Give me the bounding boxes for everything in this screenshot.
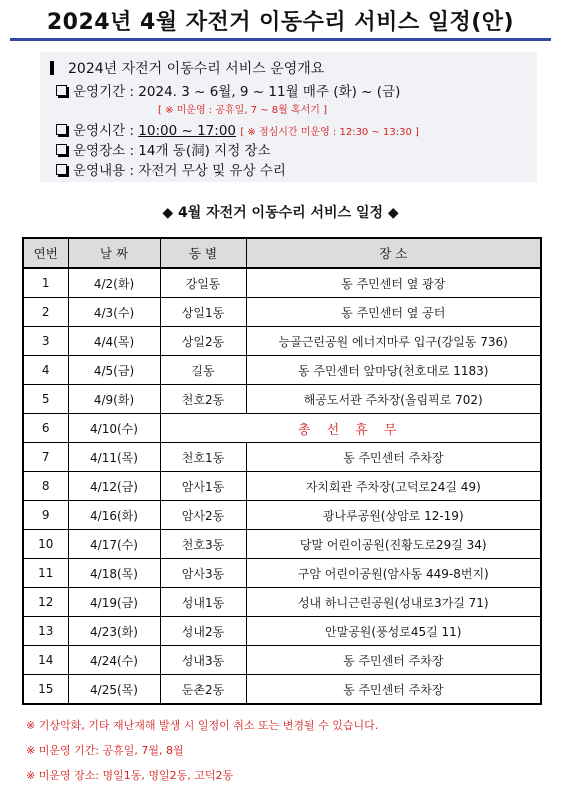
overview-hours — [56, 119, 419, 139]
row-dong: 천호1동 — [160, 443, 246, 472]
row-date: 4/10(수) — [68, 414, 160, 443]
checkbox-icon — [56, 144, 67, 155]
row-no: 2 — [23, 298, 68, 327]
schedule-title: ◆ 4월 자전거 이동수리 서비스 일정 ◆ — [162, 205, 399, 221]
table-row — [23, 472, 541, 501]
table-row — [23, 385, 541, 414]
table-row — [23, 298, 541, 327]
row-date: 4/3(수) — [68, 298, 160, 327]
header-no: 연번 — [23, 238, 68, 268]
row-place: 안말공원(풍성로45길 11) — [246, 617, 541, 646]
title-underline — [10, 38, 551, 41]
row-date: 4/2(화) — [68, 268, 160, 298]
row-place: 해공도서관 주차장(올림픽로 702) — [246, 385, 541, 414]
overview-place — [56, 139, 271, 159]
row-date: 4/11(목) — [68, 443, 160, 472]
content-value: 자전거 무상 및 유상 수리 — [138, 163, 286, 179]
row-place: 능골근린공원 에너지마루 입구(강일동 736) — [246, 327, 541, 356]
table-row — [23, 559, 541, 588]
row-place: 구암 어린이공원(암사동 449-8번지) — [246, 559, 541, 588]
row-place: 동 주민센터 앞마당(천호대로 1183) — [246, 356, 541, 385]
checkbox-icon — [56, 164, 67, 175]
table-row — [23, 530, 541, 559]
period-note: [ ※ 미운영 : 공휴일, 7 ~ 8월 혹서기 ] — [158, 105, 328, 116]
row-dong: 성내2동 — [160, 617, 246, 646]
row-place: 광나루공원(상암로 12-19) — [246, 501, 541, 530]
overview-content — [56, 159, 286, 179]
row-dong: 성내3동 — [160, 646, 246, 675]
note-weather: ※ 기상악화, 기타 재난재해 발생 시 일정이 취소 또는 변경될 수 있습니다. — [26, 719, 379, 732]
row-no: 12 — [23, 588, 68, 617]
period-label: 운영기간 : — [73, 84, 139, 100]
row-dong: 암사2동 — [160, 501, 246, 530]
row-dong: 암사3동 — [160, 559, 246, 588]
table-header-row — [23, 238, 541, 268]
row-place: 동 주민센터 옆 광장 — [246, 268, 541, 298]
row-dong: 둔촌2동 — [160, 675, 246, 705]
row-date: 4/4(목) — [68, 327, 160, 356]
row-date: 4/5(금) — [68, 356, 160, 385]
note-closed-period: ※ 미운영 기간: 공휴일, 7월, 8월 — [26, 744, 184, 757]
row-place: 성내 하니근린공원(성내로3가길 71) — [246, 588, 541, 617]
row-date: 4/18(목) — [68, 559, 160, 588]
table-row — [23, 617, 541, 646]
row-holiday: 총 선 휴 무 — [160, 414, 541, 443]
table-row — [23, 646, 541, 675]
row-place: 동 주민센터 옆 공터 — [246, 298, 541, 327]
table-row — [23, 268, 541, 298]
row-dong: 상일1동 — [160, 298, 246, 327]
row-no: 10 — [23, 530, 68, 559]
row-no: 6 — [23, 414, 68, 443]
row-no: 13 — [23, 617, 68, 646]
row-dong: 천호2동 — [160, 385, 246, 414]
section-bullet-icon — [50, 61, 54, 75]
table-row — [23, 675, 541, 705]
row-date: 4/19(금) — [68, 588, 160, 617]
row-place: 자치회관 주차장(고덕로24길 49) — [246, 472, 541, 501]
row-dong: 강일동 — [160, 268, 246, 298]
content-label: 운영내용 : — [73, 163, 139, 179]
row-date: 4/9(화) — [68, 385, 160, 414]
page-title: 2024년 4월 자전거 이동수리 서비스 일정(안) — [46, 10, 515, 35]
row-date: 4/25(목) — [68, 675, 160, 705]
hours-note: [ ※ 점심시간 미운영 : 12:30 ~ 13:30 ] — [240, 127, 419, 138]
checkbox-icon — [56, 85, 67, 96]
header-dong: 동 별 — [160, 238, 246, 268]
header-date: 날 짜 — [68, 238, 160, 268]
row-date: 4/24(수) — [68, 646, 160, 675]
table-row — [23, 443, 541, 472]
row-date: 4/12(금) — [68, 472, 160, 501]
note-closed-places: ※ 미운영 장소: 명일1동, 명일2동, 고덕2동 — [26, 769, 234, 782]
row-no: 8 — [23, 472, 68, 501]
overview-heading: 2024년 자전거 이동수리 서비스 운영개요 — [68, 61, 325, 77]
row-no: 7 — [23, 443, 68, 472]
table-row — [23, 501, 541, 530]
place-value: 14개 동(洞) 지정 장소 — [138, 143, 271, 159]
overview-period — [56, 80, 400, 100]
row-place: 당말 어린이공원(진황도로29길 34) — [246, 530, 541, 559]
row-no: 14 — [23, 646, 68, 675]
row-no: 5 — [23, 385, 68, 414]
hours-value: 10:00 ~ 17:00 — [138, 123, 237, 139]
row-no: 1 — [23, 268, 68, 298]
table-row — [23, 327, 541, 356]
row-no: 9 — [23, 501, 68, 530]
row-no: 4 — [23, 356, 68, 385]
row-date: 4/16(화) — [68, 501, 160, 530]
hours-label: 운영시간 : — [73, 123, 139, 139]
overview-box — [40, 52, 537, 182]
row-place: 동 주민센터 주차장 — [246, 646, 541, 675]
row-no: 3 — [23, 327, 68, 356]
row-dong: 상일2동 — [160, 327, 246, 356]
row-no: 11 — [23, 559, 68, 588]
row-date: 4/23(화) — [68, 617, 160, 646]
row-dong: 암사1동 — [160, 472, 246, 501]
row-dong: 성내1동 — [160, 588, 246, 617]
header-place: 장 소 — [246, 238, 541, 268]
table-row — [23, 414, 541, 443]
row-dong: 천호3동 — [160, 530, 246, 559]
checkbox-icon — [56, 124, 67, 135]
row-place: 동 주민센터 주차장 — [246, 443, 541, 472]
row-no: 15 — [23, 675, 68, 705]
schedule-table — [22, 237, 542, 705]
row-place: 동 주민센터 주차장 — [246, 675, 541, 705]
row-dong: 길동 — [160, 356, 246, 385]
place-label: 운영장소 : — [73, 143, 139, 159]
period-value: 2024. 3 ~ 6월, 9 ~ 11월 매주 (화) ~ (금) — [138, 84, 401, 100]
table-row — [23, 588, 541, 617]
row-date: 4/17(수) — [68, 530, 160, 559]
table-row — [23, 356, 541, 385]
